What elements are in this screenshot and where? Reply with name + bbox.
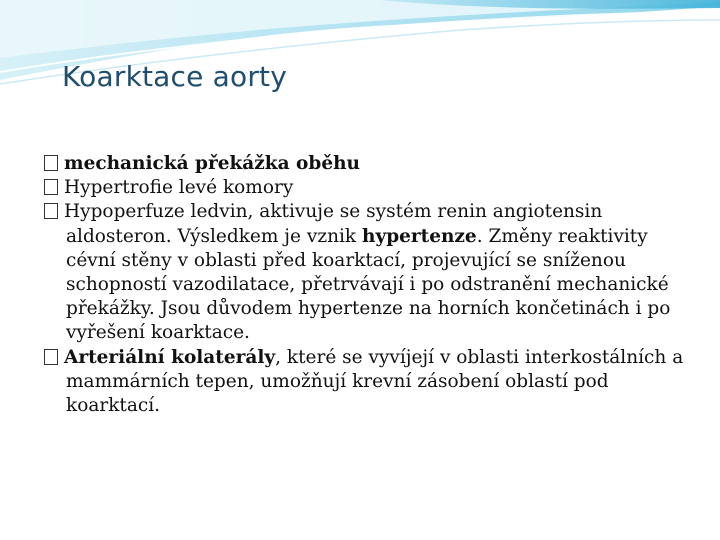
bullet-text: , které se vyvíjejí v oblasti interkostálních a mammárních tepen, umožňují krevní zásobení oblastí pod koarktací. xyxy=(66,346,684,417)
bullet-text: hypertenze xyxy=(362,225,477,247)
square-bullet-icon xyxy=(44,155,58,171)
square-bullet-icon xyxy=(44,179,58,195)
square-bullet-icon xyxy=(44,203,58,219)
bullet-item xyxy=(44,200,684,345)
square-bullet-icon xyxy=(44,349,58,365)
bullet-list xyxy=(44,152,684,418)
bullet-item xyxy=(44,346,684,419)
bullet-item xyxy=(44,176,684,200)
bullet-text: . Změny reaktivity cévní stěny v oblasti před koarktací, projevující se sníženou schopností vazodilatace, přetrvávají i po odstranění mechanické překážky. Jsou důvodem hypertenze na horních končetinách i po vyřešení koarktace. xyxy=(66,225,671,344)
slide-title: Koarktace aorty xyxy=(62,60,287,93)
bullet-text: mechanická překážka oběhu xyxy=(64,153,360,174)
bullet-text: Hypoperfuze ledvin, aktivuje se systém renin angiotensin aldosteron. Výsledkem je vznik xyxy=(64,201,603,247)
bullet-item xyxy=(44,152,684,176)
bullet-text: Hypertrofie levé komory xyxy=(64,177,294,199)
bullet-text: Arteriální kolaterály xyxy=(64,346,276,368)
